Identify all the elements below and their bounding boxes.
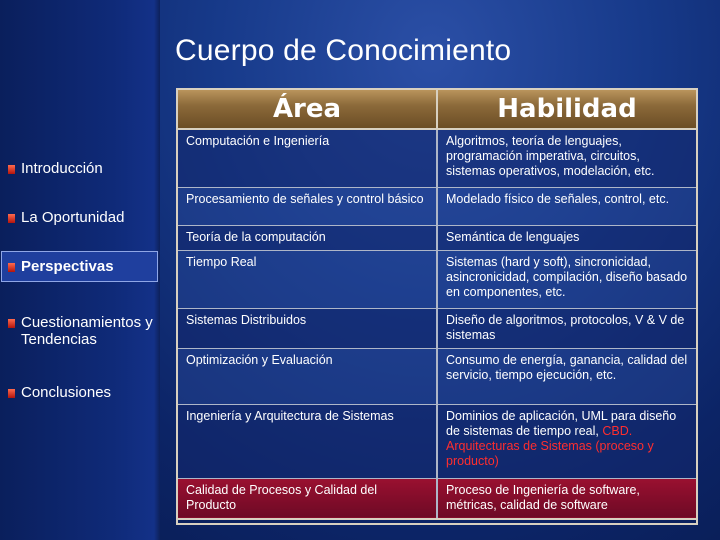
cell-area: Procesamiento de señales y control básico xyxy=(178,187,437,225)
table-row xyxy=(178,348,696,404)
cell-skill-text: Dominios de aplicación, UML para diseño de sistemas de tiempo real, xyxy=(446,408,677,438)
table-row xyxy=(178,250,696,308)
section-nav xyxy=(0,0,160,540)
table-row xyxy=(178,478,696,519)
cell-skill xyxy=(437,404,696,478)
header-habilidad: Habilidad xyxy=(437,90,696,129)
nav-item-introduccion[interactable] xyxy=(8,160,158,177)
nav-item-label: Introducción xyxy=(21,160,103,177)
cell-area: Calidad de Procesos y Calidad del Producto xyxy=(178,478,437,519)
cell-skill: Consumo de energía, ganancia, calidad del servicio, tiempo ejecución, etc. xyxy=(437,348,696,404)
table-row xyxy=(178,187,696,225)
nav-item-label: Conclusiones xyxy=(21,384,112,401)
bullet-icon xyxy=(8,263,15,272)
bullet-icon xyxy=(8,165,15,174)
cell-area: Ingeniería y Arquitectura de Sistemas xyxy=(178,404,437,478)
knowledge-table xyxy=(178,90,696,523)
bullet-icon xyxy=(8,389,15,398)
cell-area: Computación e Ingeniería xyxy=(178,129,437,187)
table-row xyxy=(178,129,696,187)
nav-item-cuestionamientos[interactable] xyxy=(8,314,158,348)
header-area: Área xyxy=(178,90,437,129)
table-row xyxy=(178,404,696,478)
nav-item-label: Perspectivas xyxy=(21,258,114,275)
nav-item-perspectivas[interactable] xyxy=(1,251,158,282)
cell-area: Tiempo Real xyxy=(178,250,437,308)
cell-skill: Semántica de lenguajes xyxy=(437,225,696,250)
nav-item-label: La Oportunidad xyxy=(21,209,125,226)
bullet-icon xyxy=(8,319,15,328)
cell-skill: Algoritmos, teoría de lenguajes, programación imperativa, circuitos, sistemas operativos, modelación, etc. xyxy=(437,129,696,187)
cell-skill: Proceso de Ingeniería de software, métricas, calidad de software xyxy=(437,478,696,519)
table-row xyxy=(178,225,696,250)
nav-item-label: Cuestionamientos y Tendencias xyxy=(21,314,153,348)
cell-skill-highlight: CBD. Arquitecturas de Sistemas (proceso y producto) xyxy=(446,423,654,468)
nav-item-la-oportunidad[interactable] xyxy=(8,209,158,226)
cell-area: Sistemas Distribuidos xyxy=(178,308,437,348)
nav-item-conclusiones[interactable] xyxy=(8,384,158,401)
cell-skill: Sistemas (hard y soft), sincronicidad, asincronicidad, compilación, diseño basado en componentes, etc. xyxy=(437,250,696,308)
cell-skill: Diseño de algoritmos, protocolos, V & V de sistemas xyxy=(437,308,696,348)
bullet-icon xyxy=(8,214,15,223)
cell-area: Optimización y Evaluación xyxy=(178,348,437,404)
cell-area: Teoría de la computación xyxy=(178,225,437,250)
slide-title: Cuerpo de Conocimiento xyxy=(175,34,512,67)
cell-skill: Modelado físico de señales, control, etc. xyxy=(437,187,696,225)
table-row xyxy=(178,308,696,348)
